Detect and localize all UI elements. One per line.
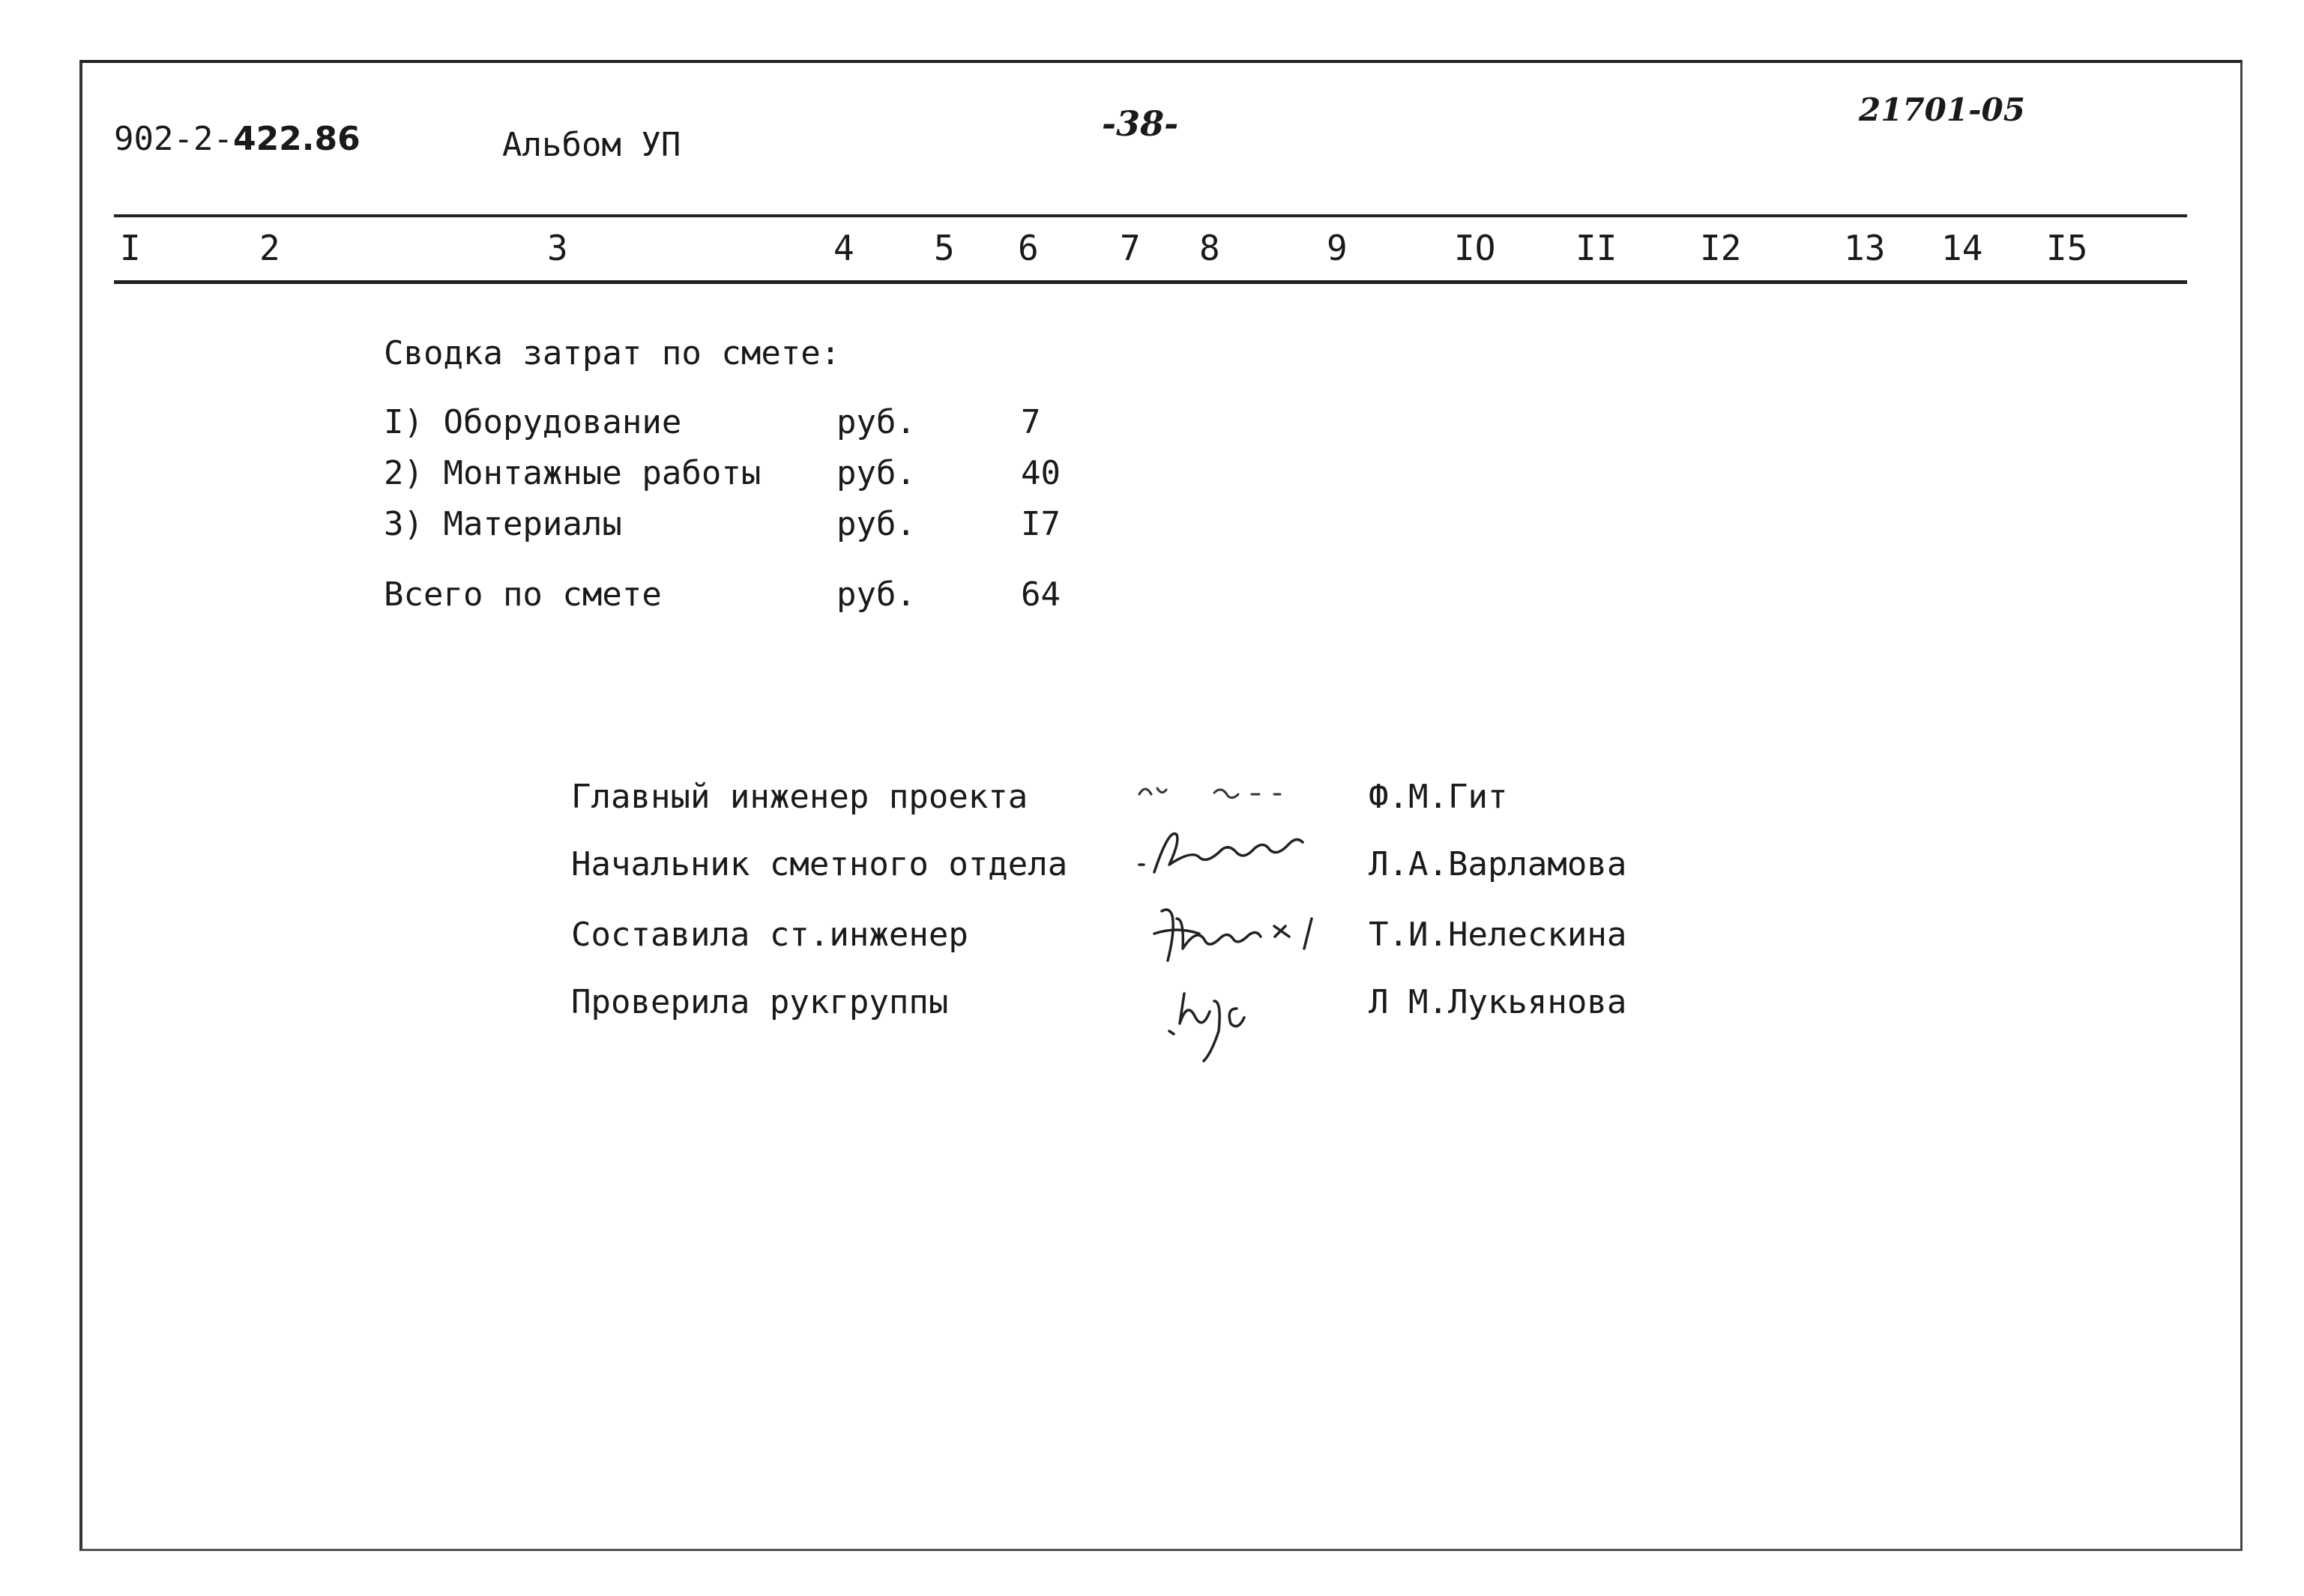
column-number: 8 [1199, 228, 1220, 268]
column-number: I [120, 228, 141, 268]
column-number: II [1575, 228, 1617, 268]
summary-item-label: I) Оборудование [384, 403, 682, 441]
column-number: 6 [1018, 228, 1039, 268]
header-rule-bottom [114, 280, 2187, 284]
signature-role: Главный инженер проекта [571, 778, 1028, 816]
header-rule-top [114, 214, 2187, 217]
signature-handwriting-4 [1154, 971, 1304, 1076]
summary-item-value: 7 [1021, 403, 1041, 441]
summary-total-value: 64 [1021, 575, 1061, 614]
column-number: 7 [1120, 228, 1141, 268]
summary-item-value: 40 [1021, 454, 1061, 492]
page-number: -38- [1102, 103, 1179, 144]
album-label: Альбом УП [502, 126, 681, 164]
column-number: 4 [833, 228, 854, 268]
summary-item-unit: руб. [836, 454, 916, 492]
column-number: 13 [1844, 228, 1886, 268]
signature-name: Л М.Лукьянова [1369, 983, 1627, 1021]
column-number: 2 [259, 228, 280, 268]
column-number: I5 [2046, 228, 2088, 268]
summary-item-unit: руб. [836, 505, 916, 543]
signature-name: Т.И.Нелескина [1369, 916, 1627, 954]
signature-handwriting-1 [1132, 772, 1327, 817]
summary-title: Сводка затрат по смете: [384, 334, 841, 372]
document-number: 21701-05 [1859, 91, 2025, 128]
column-number: 14 [1941, 228, 1983, 268]
document-code: 902-2-422.86 [114, 120, 361, 158]
summary-item-unit: руб. [836, 403, 916, 441]
summary-total-label: Всего по смете [384, 575, 662, 614]
signature-name: Л.А.Варламова [1369, 845, 1627, 883]
signature-handwriting-2 [1132, 820, 1372, 887]
summary-total-unit: руб. [836, 575, 916, 614]
signature-handwriting-3 [1147, 896, 1357, 971]
summary-item-label: 2) Монтажные работы [384, 454, 762, 492]
column-number: I2 [1700, 228, 1742, 268]
summary-item-value: I7 [1021, 505, 1061, 543]
column-number: 3 [547, 228, 568, 268]
signature-role: Проверила рукгруппы [571, 983, 949, 1021]
signature-role: Начальник сметного отдела [571, 845, 1068, 883]
column-number: 9 [1327, 228, 1348, 268]
signature-name: Ф.М.Гит [1369, 778, 1508, 816]
column-number: IO [1454, 228, 1496, 268]
column-number: 5 [934, 228, 955, 268]
document-code-number: 422.86 [232, 120, 361, 158]
signature-role: Составила ст.инженер [571, 916, 968, 954]
summary-item-label: 3) Материалы [384, 505, 622, 543]
